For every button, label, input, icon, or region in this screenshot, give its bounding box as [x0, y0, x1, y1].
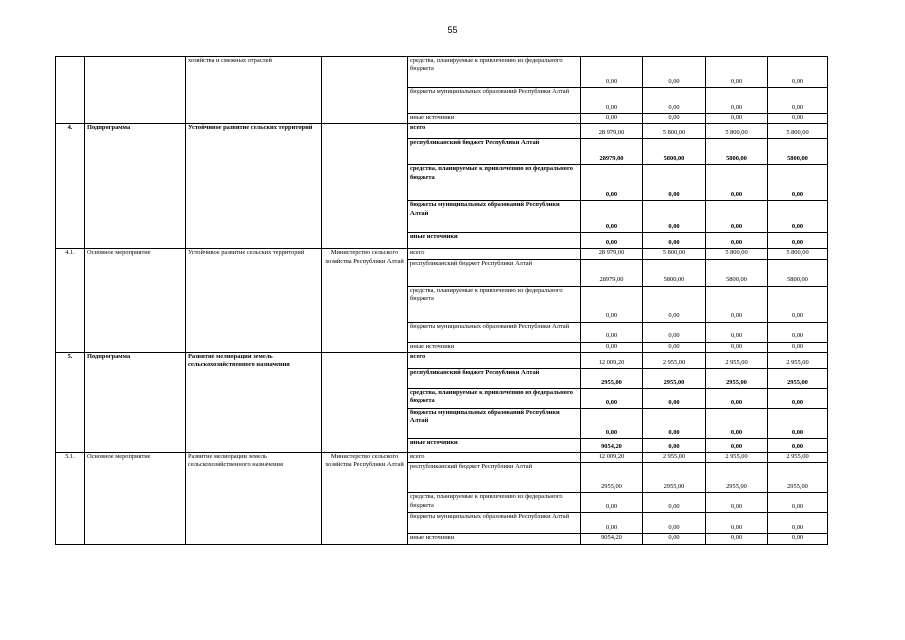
amount-cell: 5 800,00	[768, 124, 828, 139]
amount-cell: 0,00	[643, 165, 706, 201]
funding-source: всего	[408, 124, 581, 139]
amount-cell: 0,00	[706, 233, 768, 249]
amount-cell: 2 955,00	[706, 352, 768, 368]
row-executor	[322, 57, 408, 124]
amount-cell: 0,00	[706, 165, 768, 201]
amount-cell: 0,00	[706, 114, 768, 124]
funding-source: всего	[408, 452, 581, 462]
funding-source: иные источники	[408, 438, 581, 452]
row-executor: Министерство сельского хозяйства Республики Алтай	[322, 452, 408, 544]
funding-source: иные источники	[408, 342, 581, 352]
amount-cell: 2955,00	[768, 368, 828, 388]
amount-cell: 0,00	[581, 513, 643, 534]
amount-cell: 2955,00	[643, 463, 706, 493]
amount-cell: 0,00	[643, 233, 706, 249]
amount-cell: 0,00	[768, 57, 828, 88]
amount-cell: 5800,00	[706, 139, 768, 165]
amount-cell: 0,00	[706, 438, 768, 452]
amount-cell: 0,00	[768, 534, 828, 544]
funding-source: всего	[408, 352, 581, 368]
amount-cell: 28 979,00	[581, 124, 643, 139]
row-kind: Подпрограмма	[85, 124, 186, 249]
row-kind: Подпрограмма	[85, 352, 186, 452]
amount-cell: 0,00	[706, 342, 768, 352]
amount-cell: 2 955,00	[643, 352, 706, 368]
funding-source: иные источники	[408, 534, 581, 544]
funding-source: республиканский бюджет Республики Алтай	[408, 463, 581, 493]
funding-source: бюджеты муниципальных образований Республики Алтай	[408, 322, 581, 342]
amount-cell: 28979,00	[581, 139, 643, 165]
amount-cell: 0,00	[581, 201, 643, 233]
amount-cell: 5800,00	[643, 139, 706, 165]
amount-cell: 0,00	[643, 322, 706, 342]
amount-cell: 0,00	[643, 534, 706, 544]
amount-cell: 0,00	[768, 493, 828, 513]
row-executor	[322, 352, 408, 452]
table-row	[56, 452, 828, 462]
amount-cell: 0,00	[706, 513, 768, 534]
amount-cell: 0,00	[768, 388, 828, 408]
page-number: 55	[447, 25, 458, 35]
row-number: 5.	[56, 352, 85, 452]
funding-source: бюджеты муниципальных образований Республики Алтай	[408, 88, 581, 114]
amount-cell: 5800,00	[768, 259, 828, 286]
amount-cell: 0,00	[643, 388, 706, 408]
amount-cell: 0,00	[581, 408, 643, 438]
amount-cell: 0,00	[768, 165, 828, 201]
funding-source: иные источники	[408, 114, 581, 124]
amount-cell: 0,00	[581, 322, 643, 342]
row-kind	[85, 57, 186, 124]
row-number: 4.1.	[56, 249, 85, 353]
amount-cell: 0,00	[581, 342, 643, 352]
row-number: 5.1.	[56, 452, 85, 544]
row-executor	[322, 124, 408, 249]
amount-cell: 0,00	[768, 286, 828, 322]
table-body	[56, 57, 828, 545]
amount-cell: 2955,00	[706, 463, 768, 493]
amount-cell: 0,00	[643, 88, 706, 114]
table-row	[56, 57, 828, 88]
amount-cell: 9054,20	[581, 438, 643, 452]
funding-source: бюджеты муниципальных образований Республики Алтай	[408, 513, 581, 534]
table-row	[56, 352, 828, 368]
amount-cell: 0,00	[643, 57, 706, 88]
amount-cell: 5800,00	[768, 139, 828, 165]
amount-cell: 0,00	[768, 114, 828, 124]
funding-source: иные источники	[408, 233, 581, 249]
funding-source: бюджеты муниципальных образований Республики Алтай	[408, 408, 581, 438]
funding-source: республиканский бюджет Республики Алтай	[408, 368, 581, 388]
amount-cell: 0,00	[768, 438, 828, 452]
amount-cell: 12 009,20	[581, 352, 643, 368]
funding-source: средства, планируемые к привлечению из федерального бюджета	[408, 57, 581, 88]
amount-cell: 5 800,00	[706, 249, 768, 259]
amount-cell: 2 955,00	[768, 452, 828, 462]
amount-cell: 2955,00	[643, 368, 706, 388]
funding-source: бюджеты муниципальных образований Республики Алтай	[408, 201, 581, 233]
row-number: 4.	[56, 124, 85, 249]
amount-cell: 0,00	[706, 408, 768, 438]
amount-cell: 0,00	[706, 88, 768, 114]
amount-cell: 2955,00	[581, 368, 643, 388]
amount-cell: 0,00	[768, 88, 828, 114]
amount-cell: 5 800,00	[706, 124, 768, 139]
funding-source: средства, планируемые к привлечению из федерального бюджета	[408, 286, 581, 322]
row-name: хозяйства и смежных отраслей	[186, 57, 322, 124]
amount-cell: 2 955,00	[768, 352, 828, 368]
amount-cell: 0,00	[581, 286, 643, 322]
amount-cell: 0,00	[643, 201, 706, 233]
amount-cell: 0,00	[581, 388, 643, 408]
amount-cell: 0,00	[706, 201, 768, 233]
table-row	[56, 124, 828, 139]
amount-cell: 0,00	[706, 388, 768, 408]
amount-cell: 0,00	[768, 233, 828, 249]
amount-cell: 5 800,00	[768, 249, 828, 259]
amount-cell: 0,00	[706, 57, 768, 88]
amount-cell: 0,00	[643, 493, 706, 513]
amount-cell: 0,00	[581, 114, 643, 124]
amount-cell: 0,00	[581, 57, 643, 88]
amount-cell: 0,00	[768, 201, 828, 233]
row-name: Устойчивое развитие сельских территорий	[186, 124, 322, 249]
amount-cell: 12 009,20	[581, 452, 643, 462]
funding-source: средства, планируемые к привлечению из федерального бюджета	[408, 388, 581, 408]
row-name: Развитие мелиорации земель сельскохозяйственного назначения	[186, 452, 322, 544]
amount-cell: 0,00	[643, 342, 706, 352]
amount-cell: 0,00	[643, 114, 706, 124]
amount-cell: 0,00	[706, 286, 768, 322]
funding-source: республиканский бюджет Республики Алтай	[408, 139, 581, 165]
amount-cell: 28979,00	[581, 259, 643, 286]
amount-cell: 0,00	[643, 513, 706, 534]
funding-source: средства, планируемые к привлечению из федерального бюджета	[408, 493, 581, 513]
amount-cell: 0,00	[581, 88, 643, 114]
row-executor: Министерство сельского хозяйства Республики Алтай	[322, 249, 408, 353]
amount-cell: 2955,00	[581, 463, 643, 493]
amount-cell: 5 800,00	[643, 124, 706, 139]
amount-cell: 5800,00	[706, 259, 768, 286]
amount-cell: 0,00	[643, 286, 706, 322]
funding-source: республиканский бюджет Республики Алтай	[408, 259, 581, 286]
row-kind: Основное мероприятие	[85, 249, 186, 353]
amount-cell: 0,00	[706, 493, 768, 513]
amount-cell: 0,00	[581, 165, 643, 201]
amount-cell: 5 800,00	[643, 249, 706, 259]
amount-cell: 0,00	[768, 408, 828, 438]
row-number	[56, 57, 85, 124]
amount-cell: 2 955,00	[706, 452, 768, 462]
amount-cell: 2 955,00	[643, 452, 706, 462]
amount-cell: 28 979,00	[581, 249, 643, 259]
amount-cell: 0,00	[581, 493, 643, 513]
amount-cell: 5800,00	[643, 259, 706, 286]
amount-cell: 0,00	[581, 233, 643, 249]
amount-cell: 0,00	[768, 322, 828, 342]
amount-cell: 9054,20	[581, 534, 643, 544]
financing-table	[55, 56, 828, 545]
amount-cell: 0,00	[706, 534, 768, 544]
amount-cell: 2955,00	[768, 463, 828, 493]
funding-source: средства, планируемые к привлечению из федерального бюджета	[408, 165, 581, 201]
amount-cell: 0,00	[643, 438, 706, 452]
row-name: Устойчивое развитие сельских территорий	[186, 249, 322, 353]
amount-cell: 0,00	[706, 322, 768, 342]
row-name: Развитие мелиорации земель сельскохозяйственного назначения	[186, 352, 322, 452]
amount-cell: 0,00	[768, 513, 828, 534]
table-row	[56, 249, 828, 259]
funding-source: всего	[408, 249, 581, 259]
amount-cell: 2955,00	[706, 368, 768, 388]
amount-cell: 0,00	[768, 342, 828, 352]
amount-cell: 0,00	[643, 408, 706, 438]
row-kind: Основное мероприятие	[85, 452, 186, 544]
